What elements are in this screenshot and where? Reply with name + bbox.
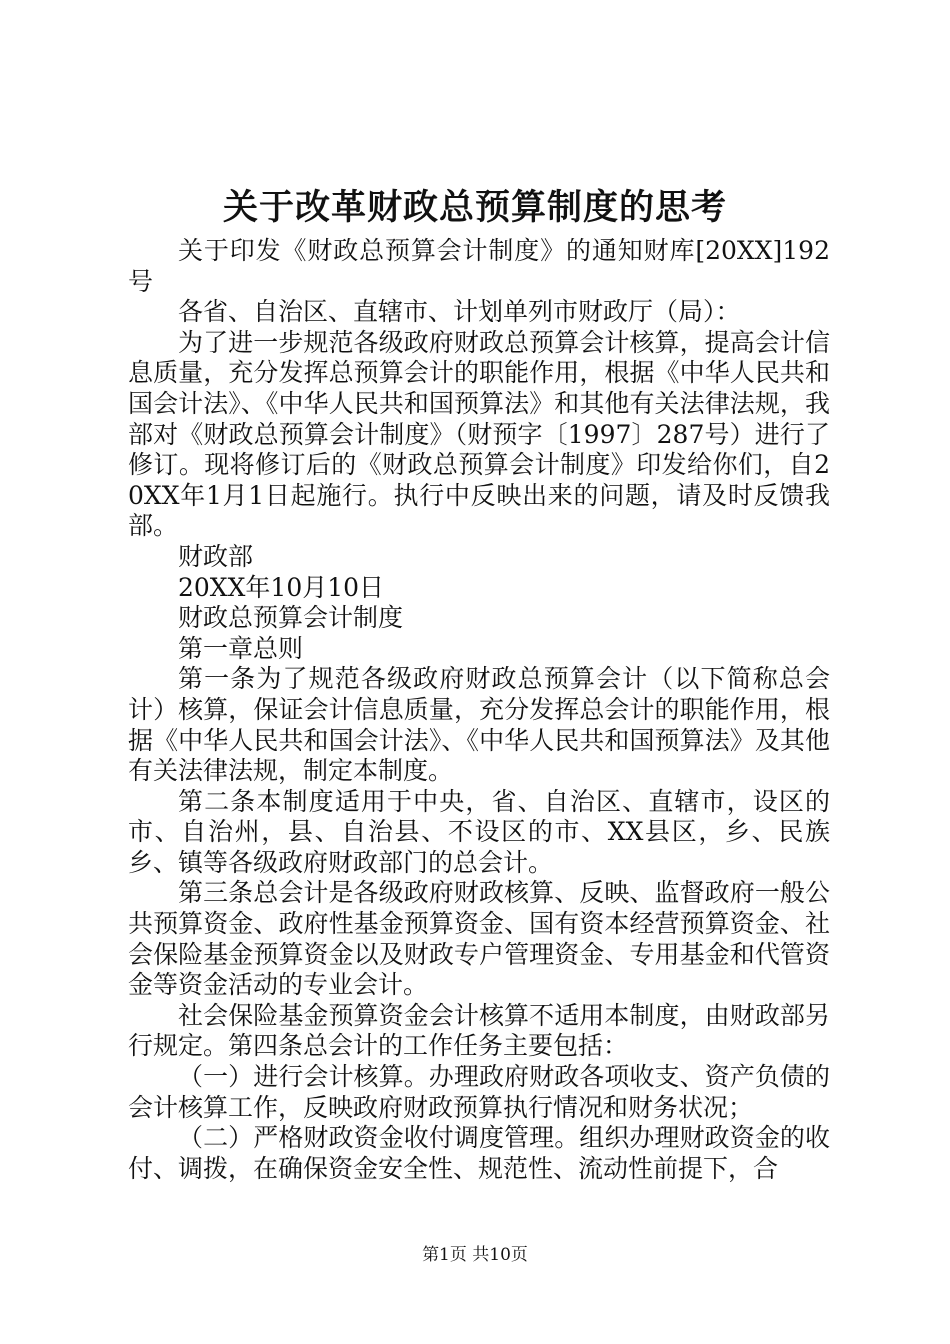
document-title: 关于改革财政总预算制度的思考 <box>222 187 727 228</box>
paragraph-addressee: 各省、自治区、直辖市、计划单列市财政厅（局）： <box>178 297 741 327</box>
paragraph-article-3-supplement: 社会保险基金预算资金会计核算不适用本制度，由财政部另行规定。第四条总会计的工作任务主要包括： <box>128 1000 830 1061</box>
paragraph-notice-heading: 关于印发《财政总预算会计制度》的通知财库[20XX]192号 <box>128 236 830 296</box>
paragraph-notice-body: 为了进一步规范各级政府财政总预算会计核算，提高会计信息质量，充分发挥总预算会计的职能作用，根据《中华人民共和国会计法》、《中华人民共和国预算法》和其他有关法律法规，我部对《财政总预算会计制度》（财预字〔1997〕287号）进行了修订。现将修订后的《财政总预算会计制度》印发给你们，自20XX年1月1日起施行。执行中反映出来的问题，请及时反馈我部。 <box>128 327 830 541</box>
paragraph-task-2: （二）严格财政资金收付调度管理。组织办理财政资金的收付、调拨，在确保资金安全性、规范性、流动性前提下，合 <box>128 1123 830 1183</box>
paragraph-issuer: 财政部 <box>178 541 254 571</box>
paragraph-date: 20XX年10月10日 <box>178 572 385 602</box>
paragraph-task-1: （一）进行会计核算。办理政府财政各项收支、资产负债的会计核算工作，反映政府财政预算执行情况和财务状况； <box>128 1062 830 1122</box>
paragraph-article-2: 第二条本制度适用于中央，省、自治区、直辖市，设区的市、自治州，县、自治县、不设区的市、XX县区，乡、民族乡、镇等各级政府财政部门的总会计。 <box>128 786 830 877</box>
paragraph-article-1: 第一条为了规范各级政府财政总预算会计（以下简称总会计）核算，保证会计信息质量，充分发挥总会计的职能作用，根据《中华人民共和国会计法》、《中华人民共和国预算法》及其他有关法律法规，制定本制度。 <box>128 664 830 786</box>
paragraph-regulation-title: 财政总预算会计制度 <box>178 603 404 633</box>
paragraph-chapter-heading: 第一章总则 <box>178 633 304 663</box>
paragraph-article-3: 第三条总会计是各级政府财政核算、反映、监督政府一般公共预算资金、政府性基金预算资金、国有资本经营预算资金、社会保险基金预算资金以及财政专户管理资金、专用基金和代管资金等资金活动的专业会计。 <box>128 878 830 1000</box>
document-body <box>128 236 830 1184</box>
page-number-footer: 第1页 共10页 <box>422 1245 528 1265</box>
